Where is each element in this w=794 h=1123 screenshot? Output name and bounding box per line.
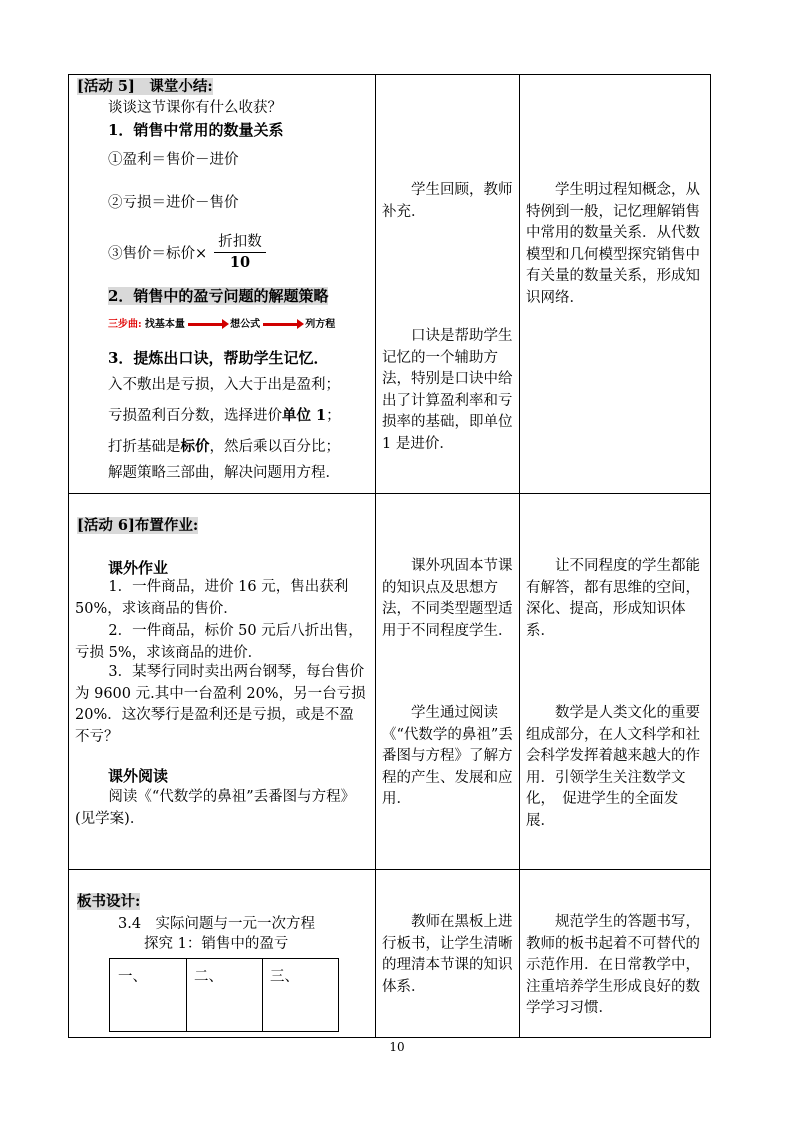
step-3: 列方程 bbox=[305, 319, 336, 330]
mnemonic-line-4: 解题策略三部曲，解决问题用方程． bbox=[108, 465, 340, 481]
col-line-left bbox=[68, 74, 69, 1038]
row-divider-1 bbox=[68, 493, 711, 494]
fraction-denominator: 10 bbox=[229, 254, 251, 271]
section1-heading: 1．销售中常用的数量关系 bbox=[108, 121, 284, 139]
blackboard-divider bbox=[262, 959, 263, 1031]
reading-text: 阅读《“代数学的鼻祖”丢番图与方程》(见学案)． bbox=[75, 789, 356, 827]
table-border-top bbox=[68, 74, 711, 75]
arrow-icon bbox=[263, 323, 299, 326]
homework-item-1: 1．一件商品，进价 16 元，售出获利 50%，求该商品的售价． bbox=[75, 579, 349, 617]
teacher-note-review: 学生回顾，教师补充． bbox=[382, 182, 513, 220]
steps-label: 三步曲: bbox=[108, 319, 142, 330]
section2-heading: 2．销售中的盈亏问题的解题策略 bbox=[108, 287, 329, 305]
teacher-note-mnemonic: 口诀是帮助学生记忆的一个辅助方法，特别是口诀中给出了计算盈利率和亏损率的基础，即单位 1 是进价． bbox=[382, 328, 513, 452]
page-number: 10 bbox=[389, 1040, 405, 1054]
section3-heading: 3．提炼出口诀，帮助学生记忆． bbox=[108, 349, 329, 367]
blackboard-title: 板书设计: bbox=[77, 893, 141, 910]
homework-item-3: 3．某琴行同时卖出两台钢琴，每台售价为 9600 元.其中一台盈利 20%，另一台亏损 20%．这次琴行是盈利还是亏损，或是不盈不亏？ bbox=[75, 664, 366, 745]
col-line-1 bbox=[375, 74, 376, 1038]
blackboard-cell-3: 三、 bbox=[270, 969, 299, 985]
teacher-note-reading: 学生通过阅读《“代数学的鼻祖”丢番图与方程》了解方程的产生、发展和应用． bbox=[382, 705, 513, 807]
activity6-title: [活动 6]布置作业: bbox=[77, 517, 199, 534]
blackboard-cell-1: 一、 bbox=[118, 969, 147, 985]
blackboard-line-2: 探究 1：销售中的盈亏 bbox=[144, 936, 289, 952]
arrow-icon bbox=[188, 323, 224, 326]
blackboard-cell-2: 二、 bbox=[194, 969, 223, 985]
summary-question: 谈谈这节课你有什么收获？ bbox=[108, 100, 282, 116]
mnemonic-line-1: 入不敷出是亏损，入大于出是盈利； bbox=[108, 377, 340, 393]
table-border-bottom bbox=[68, 1037, 711, 1038]
step-2: 想公式 bbox=[230, 319, 261, 330]
blackboard-line-1: 3.4 实际问题与一元一次方程 bbox=[118, 916, 316, 932]
formula-loss: ②亏损＝进价－售价 bbox=[108, 195, 239, 211]
col-line-2 bbox=[519, 74, 520, 1038]
step-1: 找基本量 bbox=[144, 319, 185, 330]
design-note-blackboard: 规范学生的答题书写，教师的板书起着不可替代的示范作用．在日常教学中，注重培养学生形成良好的数学学习习惯． bbox=[526, 914, 700, 1016]
mnemonic-line-3: 打折基础是标价，然后乘以百分比； bbox=[108, 438, 340, 455]
col-line-right bbox=[710, 74, 711, 1038]
design-note-summary: 学生明过程知概念，从特例到一般，记忆理解销售中常用的数量关系．从代数模型和几何模型探究销售中有关量的数量关系，形成知识网络． bbox=[526, 182, 700, 306]
three-steps-diagram bbox=[108, 318, 335, 332]
fraction bbox=[214, 232, 266, 273]
design-note-culture: 数学是人类文化的重要组成部分，在人文科学和社会科学发挥着越来越大的作用．引领学生关注数学文化， 促进学生的全面发展． bbox=[526, 705, 700, 829]
homework-heading: 课外作业 bbox=[108, 559, 169, 577]
mnemonic-line-2: 亏损盈利百分数，选择进价单位 1； bbox=[108, 407, 341, 424]
teacher-note-blackboard: 教师在黑板上进行板书，让学生清晰的理清本节课的知识体系． bbox=[382, 914, 513, 995]
formula-price: ③售价＝标价× bbox=[108, 246, 208, 262]
blackboard-grid bbox=[109, 958, 339, 1032]
homework-item-2: 2．一件商品，标价 50 元后八折出售，亏损 5%，求该商品的进价． bbox=[75, 623, 363, 661]
row-divider-2 bbox=[68, 869, 711, 870]
formula-profit: ①盈利＝售价－进价 bbox=[108, 152, 239, 168]
reading-heading: 课外阅读 bbox=[108, 767, 169, 785]
teacher-note-homework: 课外巩固本节课的知识点及思想方法，不同类型题型适用于不同程度学生． bbox=[382, 558, 513, 639]
activity5-title: [活动 5] 课堂小结: bbox=[77, 78, 213, 95]
blackboard-divider bbox=[186, 959, 187, 1031]
design-note-homework: 让不同程度的学生都能有解答，都有思维的空间，深化、提高，形成知识体系． bbox=[526, 558, 700, 639]
fraction-numerator: 折扣数 bbox=[214, 232, 266, 253]
